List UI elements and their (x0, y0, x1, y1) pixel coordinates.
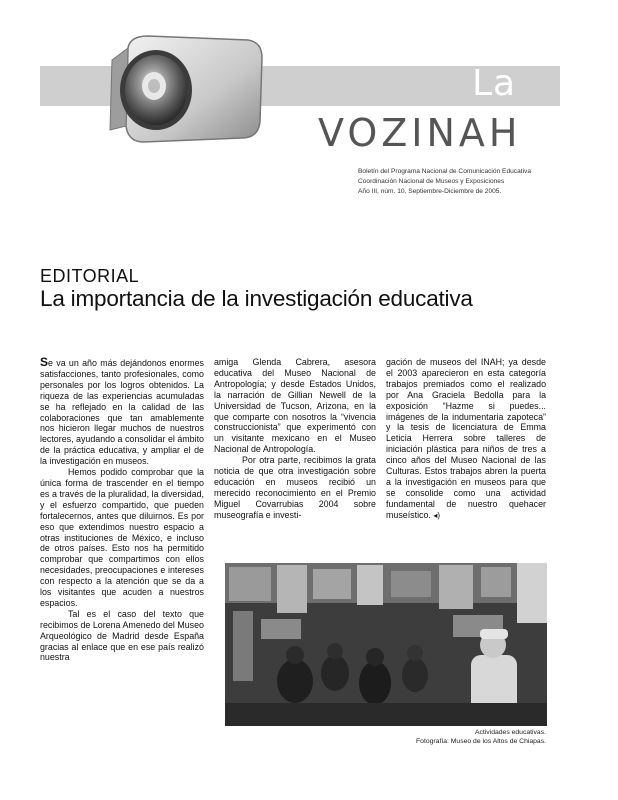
photo-caption (380, 728, 546, 746)
paragraph-text: gación de museos del INAH; ya desde el 2003 aparecieron en esta categoría trabajos premiados como el realizado por Ana Graciela Bedolla para la exposición “Hazme si puedes... imágenes de la indumentaria zapoteca” y la tesis de licenciatura de Emma Leticia Herrera sobre talleres de iniciación plástica para niños de tres a cinco años del Museo Nacional de las Culturas. Estos trabajos abren la puerta a la investigación en museos para que se consolide como una actividad fundamental de nuestro quehacer museístico. (386, 357, 546, 520)
masthead-band-title: La (472, 63, 517, 104)
end-mark-icon: ◂) (433, 510, 441, 520)
text-column-2 (214, 357, 376, 521)
drop-cap: S (40, 355, 49, 369)
paragraph: amiga Glenda Cabrera, asesora educativa del Museo Nacional de Antropología; y desde Estados Unidos, la narración de Gillian Newell de la Universidad de Tucson, Arizona, en la que comparte con nosotros la “vivencia construccionista” que experimentó con un visitante mexicano en el Museo Nacional de Antropología. (214, 357, 376, 455)
photo-museum-activity (225, 563, 547, 726)
meta-line-2: Coordinación Nacional de Museos y Exposiciones (358, 178, 505, 185)
caption-line-1: Actividades educativas. (474, 729, 546, 736)
meta-line-1: Boletín del Programa Nacional de Comunicación Educativa (358, 168, 531, 175)
paragraph: Tal es el caso del texto que recibimos de Lorena Amenedo del Museo Arqueológico de Madrid desde España gracias al enlace que en ese país realizó nuestra (40, 608, 204, 663)
section-label: EDITORIAL (40, 266, 140, 286)
text-column-1 (40, 357, 204, 663)
paragraph: Hemos podido comprobar que la única forma de trascender en el tiempo es a través de la pluralidad, la diversidad, y el esfuerzo compartido, que pueden fortalecernos, antes que diluirnos. Es por eso que extendimos nuestro espacio a otras instituciones de México, e incluso de otros países. Esto nos ha permitido comprobar que compartimos con ellos necesidades, preocupaciones e intereses con respecto a la atención que se da a los visitantes que acuden a nuestros espacios. (40, 467, 204, 608)
paragraph (40, 357, 204, 467)
newsletter-title: VOZINAH (318, 111, 522, 155)
speaker-logo-icon (98, 30, 268, 150)
meta-line-3: Año III, núm. 10, Septiembre-Diciembre de 2005. (358, 188, 502, 195)
text-column-3 (386, 357, 546, 522)
paragraph: Por otra parte, recibimos la grata noticia de que otra investigación sobre educación en museos recibió un merecido reconocimiento en el Premio Miguel Covarrubias 2004 sobre museografía e investi- (214, 455, 376, 520)
paragraph (386, 357, 546, 522)
caption-line-2: Fotografía: Museo de los Altos de Chiapas. (416, 738, 546, 745)
paragraph-text: e va un año más dejándonos enormes satisfacciones, tanto profesionales, como personales por los logros obtenidos. La riqueza de las experiencias acumuladas se ha reflejado en la calidad de las colaboraciones que tan amablemente nos hicieron llegar muchos de nuestros lectores, ayudando a consolidar el ámbito de la práctica educativa, y ampliar el de la investigación en museos. (40, 358, 204, 467)
article-headline: La importancia de la investigación educativa (40, 286, 473, 311)
